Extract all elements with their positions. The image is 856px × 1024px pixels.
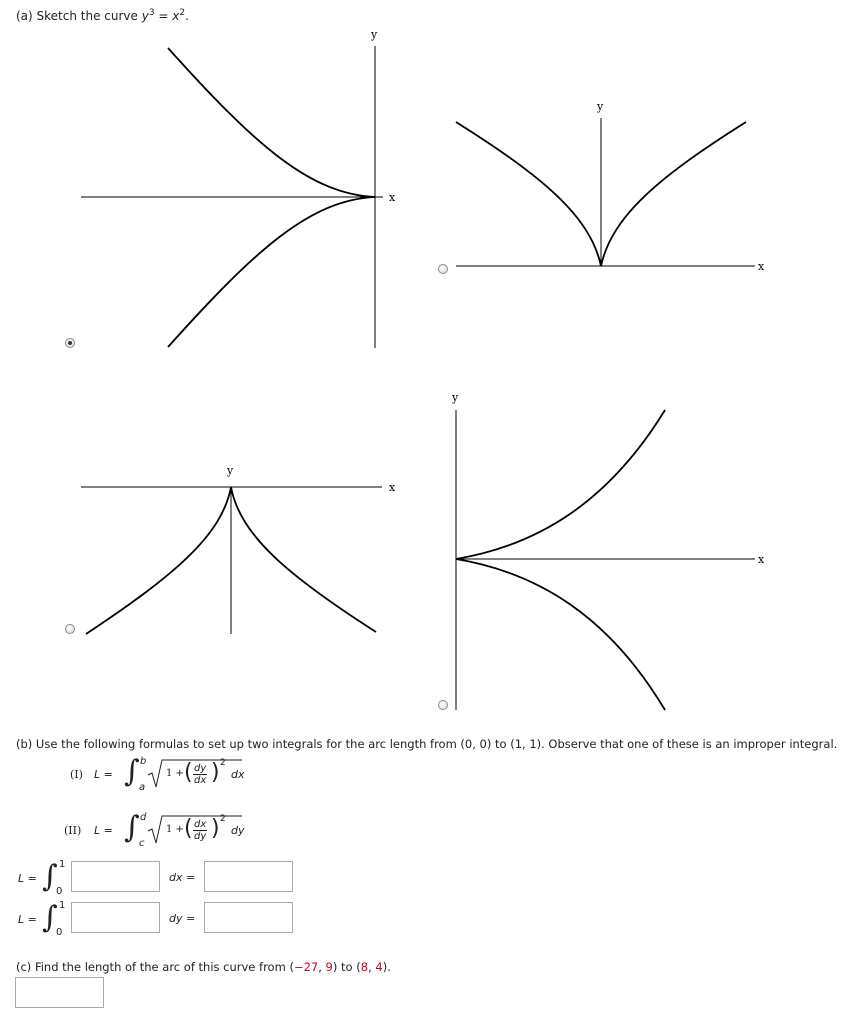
answer-2-upper: 1 bbox=[59, 900, 66, 911]
formula-2-rparen: ) bbox=[211, 816, 220, 841]
graph-option-4-radio[interactable] bbox=[438, 700, 448, 710]
formula-2-exp: 2 bbox=[220, 814, 226, 824]
part-c-p1-y: 9 bbox=[325, 960, 333, 974]
formula-1-label: (I) bbox=[70, 768, 83, 781]
formula-1-integral-sign: ∫ bbox=[124, 754, 140, 789]
graph1-upper-curve bbox=[168, 48, 375, 197]
answer-1-diff-label: dx = bbox=[169, 871, 196, 884]
formula-1-den: dx bbox=[194, 775, 207, 786]
graph3-y-label: y bbox=[227, 464, 234, 477]
eq-end: . bbox=[185, 9, 189, 23]
formula-1-lower: a bbox=[139, 782, 146, 793]
formula-1-one-plus: 1 + bbox=[166, 768, 184, 779]
graph-option-3 bbox=[81, 464, 396, 634]
graph3-x-label: x bbox=[389, 481, 396, 494]
formula-1-upper: b bbox=[140, 756, 147, 767]
answer-1-integrand-input[interactable] bbox=[71, 861, 160, 892]
graph2-right-curve bbox=[601, 122, 746, 266]
answer-1-L: L = bbox=[18, 872, 37, 885]
answer-1-upper: 1 bbox=[59, 859, 66, 870]
graph1-x-label: x bbox=[389, 191, 396, 204]
graph1-lower-curve bbox=[168, 197, 375, 347]
graph2-y-label: y bbox=[597, 100, 604, 113]
formula-1 bbox=[70, 754, 330, 797]
answer-1-value-input[interactable] bbox=[204, 861, 293, 892]
formula-1-exp: 2 bbox=[220, 758, 226, 768]
eq-x: x bbox=[172, 9, 180, 23]
formula-1-num: dy bbox=[194, 763, 207, 774]
formula-2-lower: c bbox=[139, 838, 145, 849]
graph3-left-curve bbox=[86, 487, 231, 634]
graph4-x-label: x bbox=[758, 553, 765, 566]
formula-1-fraction bbox=[193, 763, 207, 786]
formula-2-one-plus: 1 + bbox=[166, 824, 184, 835]
graph2-left-curve bbox=[456, 122, 601, 266]
formula-2-L: L = bbox=[94, 824, 113, 837]
answer-2-integrand-input[interactable] bbox=[71, 902, 160, 933]
part-c-p2-comma: , bbox=[368, 960, 376, 974]
formula-2-den: dy bbox=[194, 831, 207, 842]
formula-1-lparen: ( bbox=[184, 760, 193, 785]
eq-y-exp: 3 bbox=[148, 8, 155, 18]
graph-option-2-radio[interactable] bbox=[438, 264, 448, 274]
answer-1-integral-sign: ∫ bbox=[42, 859, 58, 894]
answer-2-value-input[interactable] bbox=[204, 902, 293, 933]
answer-2-diff-label: dy = bbox=[169, 912, 196, 925]
part-c-p2-close: ). bbox=[382, 960, 391, 974]
part-c-prefix: (c) Find the length of the arc of this curve from bbox=[16, 960, 286, 974]
graph3-right-curve bbox=[231, 487, 376, 632]
part-c-to: to bbox=[337, 960, 357, 974]
graph-option-1 bbox=[81, 28, 396, 348]
formula-2-upper: d bbox=[140, 812, 147, 823]
formula-2-integral-sign: ∫ bbox=[124, 810, 140, 845]
part-c-p2-y: 4 bbox=[375, 960, 383, 974]
graph-option-3-radio[interactable] bbox=[65, 624, 75, 634]
graph-option-1-radio[interactable] bbox=[65, 338, 75, 348]
graph2-x-label: x bbox=[758, 260, 765, 273]
part-c-p2-open: ( bbox=[356, 960, 361, 974]
formula-2-lparen: ( bbox=[184, 816, 193, 841]
graph1-y-label: y bbox=[371, 28, 378, 41]
answer-2-integral-sign: ∫ bbox=[42, 900, 58, 935]
formula-2-fraction bbox=[193, 819, 207, 842]
part-b-text: (b) Use the following formulas to set up two integrals for the arc length from (0, 0) to (1, 1). Observe that one of these is an improper integral. bbox=[16, 737, 838, 751]
formula-1-rparen: ) bbox=[211, 760, 220, 785]
part-c-p1-comma: , bbox=[318, 960, 326, 974]
part-a-prefix: (a) Sketch the curve bbox=[16, 9, 138, 23]
answer-1-lower: 0 bbox=[56, 886, 63, 897]
eq-mid: = bbox=[154, 9, 173, 23]
answer-2-lower: 0 bbox=[56, 927, 63, 938]
formula-1-L: L = bbox=[94, 768, 113, 781]
formula-2-num: dx bbox=[194, 819, 207, 830]
graph4-lower-curve bbox=[456, 559, 665, 710]
formula-2-label: (II) bbox=[64, 824, 82, 837]
part-c-p1-x: −27 bbox=[293, 960, 319, 974]
graph4-upper-curve bbox=[456, 410, 665, 559]
graph-option-4 bbox=[451, 391, 765, 710]
eq-x-exp: 2 bbox=[179, 8, 186, 18]
part-c-p2-x: 8 bbox=[360, 960, 369, 974]
part-c-text bbox=[16, 960, 391, 974]
answer-2-L: L = bbox=[18, 913, 37, 926]
part-c-p1-open: ( bbox=[289, 960, 294, 974]
formula-1-differential: dx bbox=[231, 768, 245, 781]
formula-2 bbox=[64, 810, 324, 853]
formula-2-differential: dy bbox=[231, 824, 245, 837]
part-c-answer-input[interactable] bbox=[15, 977, 104, 1008]
eq-y: y bbox=[141, 9, 149, 23]
part-c-p1-close: ) bbox=[332, 960, 338, 974]
graph-option-2 bbox=[456, 100, 765, 273]
graph4-y-label: y bbox=[452, 391, 459, 404]
